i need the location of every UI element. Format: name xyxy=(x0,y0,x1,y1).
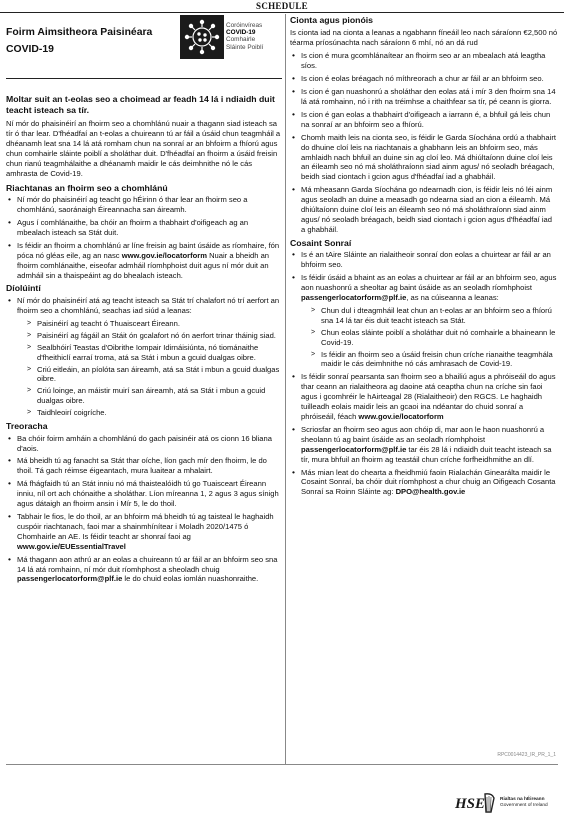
exemptions-sublist xyxy=(17,319,282,418)
privacy-heading: Cosaint Sonraí xyxy=(290,237,352,248)
header-rule xyxy=(6,78,282,79)
footer-rule xyxy=(6,764,558,765)
list-item: • Is féidir sonraí pearsanta san fhoirm seo a bhailiú agus a phróiseáil do agus thar ceann an rialaitheora ag daoine atá ceaptha chun na críche sin faoi agus i gcomhréir le hAirteagal 28 (Rialaitheoir) den RGCS. Le haghaidh tuilleadh eolais maidir leis an gcaoi ina ndéantar do chuid sonraí a phróiseáil, féach www.gov.ie/locatorform xyxy=(290,372,558,422)
requirements-list xyxy=(6,195,282,280)
form-header xyxy=(6,15,282,75)
dpo-email-link[interactable]: DPO@health.gov.ie xyxy=(395,487,466,497)
plf-email-link[interactable]: passengerlocatorform@plf.ie xyxy=(17,574,123,584)
list-item: • Má fhágfaidh tú an Stát inniu nó má thaistealóidh tú go Tuaisceart Éireann inniu, níl ort ach chónaithe a sholáthar. Líon míreanna 1, 2 agus 3 agus sínigh agus dátaigh an fhoirm ansin i Mír 5, le do thoil. xyxy=(6,479,282,509)
sub-list-item: > Sealbhóirí Teastas d'Oibrithe Iompair Idirnáisiúnta, nó tiománaithe d'fheithiclí earraí troma, atá sa Stát i mbun a gcuid dualgas oibre. xyxy=(17,343,282,363)
locatorform-link[interactable]: www.gov.ie/locatorform xyxy=(358,412,444,421)
list-item: • Is féidir an fhoirm a chomhlánú ar líne freisin ag baint úsáide as ríomhaire, fón póca nó gléas eile, ag an nasc www.gov.ie/locatorform Nuair a bheidh an fhoirm comhlánaithe, eiseofar admháil ríomhphoist duit agus ní mór duit an admháil sin a thaispeáint ag do bhealach isteach. xyxy=(6,241,282,281)
plf-email-link[interactable]: passengerlocatorform@plf.ie xyxy=(301,444,407,454)
covid-virus-icon xyxy=(180,15,224,59)
list-item: • Is féidir úsáid a bhaint as an eolas a chuirtear ar fáil ar an bhfoirm seo, agus aon nuashonrú a sheoltar ag baint úsáide as an seoladh ríomhphoist passengerlocatorform@plf.ie, as na cúiseanna a leanas: > Chun dul i dteagmháil leat chun an t-eolas ar an bhfoirm seo a fhíorú sna 14 lá tar éis duit teacht isteach sa Stát. > Chun eolas sláinte poiblí a sholáthar duit nó comhairle a bhaineann le Covid-19. > Is féidir an fhoirm seo a úsáid freisin chun críche rianaithe teagmhála maidir le cás deimhnithe nó cás amhrasach de Covid-19. xyxy=(290,273,558,369)
footer xyxy=(0,764,564,824)
list-item: • Is cion é gan nuashonrú a sholáthar den eolas atá i mír 3 den fhoirm sna 14 lá atá romhainn, nó i rith na tréimhse a chaithfear sa tír, pé ceann is giorra. xyxy=(290,87,558,107)
list-item: • Má bheidh tú ag fanacht sa Stát thar oíche, líon gach mír den fhoirm, le do thoil. Tá gach réimse éigeantach, mura luaitear a mhalairt. xyxy=(6,456,282,476)
list-item: • Scriosfar an fhoirm seo agus aon chóip di, mar aon le haon nuashonrú a sheolann tú ag baint úsáide as an seoladh ríomhphoist passengerlocatorform@plf.ie tar éis 28 lá i ndiaidh duit teacht isteach sa tír, mura bhfuil an fhoirm ag teastáil chun críche forfheidhmithe an dlí. xyxy=(290,425,558,465)
sub-list-item: > Chun dul i dteagmháil leat chun an t-eolas ar an bhfoirm seo a fhíorú sna 14 lá tar éis duit teacht isteach sa Stát. xyxy=(301,306,558,326)
list-item: • Is é an tAire Sláinte an rialaitheoir sonraí don eolas a chuirtear ar fáil ar an bhfoirm seo. xyxy=(290,250,558,270)
sub-list-item: > Paisinéirí ag fágáil an Stáit ón gcalafort nó ón aerfort trinar tháinig siad. xyxy=(17,331,282,341)
list-item: • Ní mór do phaisinéirí atá ag teacht isteach sa Stát trí chalafort nó trí aerfort an fhoirm seo a chomhlánú, seachas iad siúd a leanas: > Paisinéirí ag teacht ó Thuaisceart Éireann. > Paisinéirí ag fágáil an Stáit ón gcalafort nó ón aerfort trinar tháinig siad. > Sealbhóirí Teastas d'Oibrithe Iompair Idirnáisiúnta, nó tiománaithe d'fheithiclí earraí troma, atá sa Stát i mbun a gcuid dualgas oibre. > Criú eitleáin, an píolóta san áireamh, atá sa Stát i mbun a gcuid dualgas oibre. > Criú loinge, an máistir muirí san áireamh, atá sa Stát i mbun a gcuid dualgas oibre. > Taidhleoirí coigríche. xyxy=(6,296,282,418)
guidance-heading: Treoracha xyxy=(6,421,48,432)
guidance-list xyxy=(6,434,282,585)
list-item: • Tabhair le fios, le do thoil, ar an bhfoirm má bheidh tú ag taisteal le haghaidh cuspóir riachtanach, faoi mar a shainmhínítear i Moladh 2020/1475 ó Chomhairle an AE. Is féidir teacht ar shonraí faoi ag www.gov.ie/EUEssentialTravel xyxy=(6,512,282,552)
document-code: RPC0014423_IR_PR_1_1 xyxy=(497,752,556,758)
locatorform-link[interactable]: www.gov.ie/locatorform xyxy=(121,250,207,260)
exemptions-list xyxy=(6,296,282,418)
intro-heading: Moltar suit an t-eolas seo a choimead ar feadh 14 lá i ndiaidh duit teacht isteach sa tír. xyxy=(6,94,275,115)
right-column xyxy=(290,15,558,500)
privacy-list xyxy=(290,250,558,497)
sub-list-item: > Criú loinge, an máistir muirí san áireamh, atá sa Stát i mbun a gcuid dualgas oibre. xyxy=(17,386,282,406)
sub-list-item: > Criú eitleáin, an píolóta san áireamh, atá sa Stát i mbun a gcuid dualgas oibre. xyxy=(17,365,282,385)
exemptions-heading: Díolúintí xyxy=(6,283,41,294)
offences-list xyxy=(290,51,558,234)
list-item: • Is cion é eolas bréagach nó míthreorach a chur ar fáil ar an bhfoirm seo. xyxy=(290,74,558,84)
intro-body: Ní mór do phaisinéirí an fhoirm seo a chomhlánú nuair a thagann siad isteach sa tír ó thar lear. D'fhéadfaí an t-eolas a chuireann tú ar fáil a úsáid chun teagmháil a dhéanamh leat sna 14 lá atá romham chun na sonraí ar an bhfoirm a fhíorú agus chun comhairle sláinte poiblí a sholáthar duit. D'fhéadfaí an fhoirm a úsáid freisin chun rianú teagmhálaithe a dhéanamh maidir le cás deimhnithe nó le cás amhrasta de Covid-19. xyxy=(6,119,281,178)
government-logo-text: Rialtas na hÉireann Government of Ireland xyxy=(500,797,548,808)
left-column xyxy=(6,15,282,587)
list-item: • Agus í comhlánaithe, ba chóir an fhoirm a thabhairt d'oifigeach ag an mbealach isteach sa Stát duit. xyxy=(6,218,282,238)
sub-list-item: > Is féidir an fhoirm seo a úsáid freisin chun críche rianaithe teagmhála maidir le cás deimhnithe nó cás amhrasach de Covid-19. xyxy=(301,350,558,370)
sub-list-item: > Chun eolas sláinte poiblí a sholáthar duit nó comhairle a bhaineann le Covid-19. xyxy=(301,328,558,348)
list-item: • Ba chóir foirm amháin a chomhlánú do gach paisinéir atá os cionn 16 bliana d'aois. xyxy=(6,434,282,454)
offences-intro: Is cionta iad na cionta a leanas a ngabhann fíneáil leo nach sáraíonn €2,500 nó téarma príosúnachta nach sáraíonn 6 mhí, nó an dá rud xyxy=(290,27,558,47)
eu-travel-link[interactable]: www.gov.ie/EUEssentialTravel xyxy=(17,541,126,551)
schedule-heading: SCHEDULE xyxy=(256,1,308,11)
requirements-heading: Riachtanas an fhoirm seo a chomhlánú xyxy=(6,182,168,193)
offences-heading: Cionta agus pionóis xyxy=(290,15,374,25)
sub-list-item: > Paisinéirí ag teacht ó Thuaisceart Éireann. xyxy=(17,319,282,329)
plf-email-link[interactable]: passengerlocatorform@plf.ie xyxy=(301,293,407,303)
list-item: • Is cion é gan eolas a thabhairt d'oifigeach a iarrann é, a bhfuil gá leis chun na sonraí ar an bhfoirm seo a fhíorú. xyxy=(290,110,558,130)
list-item: • Má thagann aon athrú ar an eolas a chuireann tú ar fáil ar an bhfoirm seo sna 14 lá atá romhainn, ní mór duit ríomhphost a sheoladh chuig passengerlocatorform@plf.ie le do chuid eolas iomlán nuashonraithe. xyxy=(6,555,282,585)
form-title: Foirm Aimsitheora Paisinéara COVID-19 xyxy=(6,27,153,55)
list-item: • Má mheasann Garda Síochána go ndearnadh cion, is féidir leis nó léi ainm agus seoladh an duine a measadh go ndearna siad an cion a éileamh. Má dhiúltaíonn duine cloí leis an éileamh seo nó má sholáthraíonn siad ainm agus/ nó seoladh bréagach, beidh siad ciontach i gcion agus d'fhéadfaí iad a ghabháil. xyxy=(290,185,558,235)
logo-text: Coróinvíreas COVID-19 Comhairle Sláinte Poiblí xyxy=(226,22,264,51)
sub-list-item: > Taidhleoirí coigríche. xyxy=(17,408,282,418)
column-divider xyxy=(285,14,286,764)
list-item: • Chomh maith leis na cionta seo, is féidir le Garda Síochána ordú a thabhairt do dhuine cloí leis na riachtanais a ghabhann leis an bhfoirm seo, más amhlaidh nach bhfuil an duine sin ag cloí leo. Má dhiúltaíonn duine cloí leis an éileamh seo nó má sholáthraíonn siad ainm agus/ nó seoladh bréagach, beidh siad ciontach i gcion agus d'fhéadfaí iad a ghabháil. xyxy=(290,133,558,183)
harp-icon xyxy=(482,792,496,814)
privacy-sublist xyxy=(301,306,558,369)
hse-logo: HSE xyxy=(455,796,486,812)
list-item: • Is cion é mura gcomhlánaítear an fhoirm seo ar an mbealach atá leagtha síos. xyxy=(290,51,558,71)
list-item: • Ní mór do phaisinéirí ag teacht go hÉirinn ó thar lear an fhoirm seo a chomhlánú, saoránaigh Éireannacha san áireamh. xyxy=(6,195,282,215)
top-rule xyxy=(0,12,564,13)
list-item: • Más mian leat do chearta a fheidhmiú faoin Rialachán Ginearálta maidir le Cosaint Sonraí, ba chóir duit ríomhphost a chur chuig an Oifigeach Cosanta Sonraí sa Roinn Sláinte ag: DPO@health.gov.ie xyxy=(290,468,558,498)
